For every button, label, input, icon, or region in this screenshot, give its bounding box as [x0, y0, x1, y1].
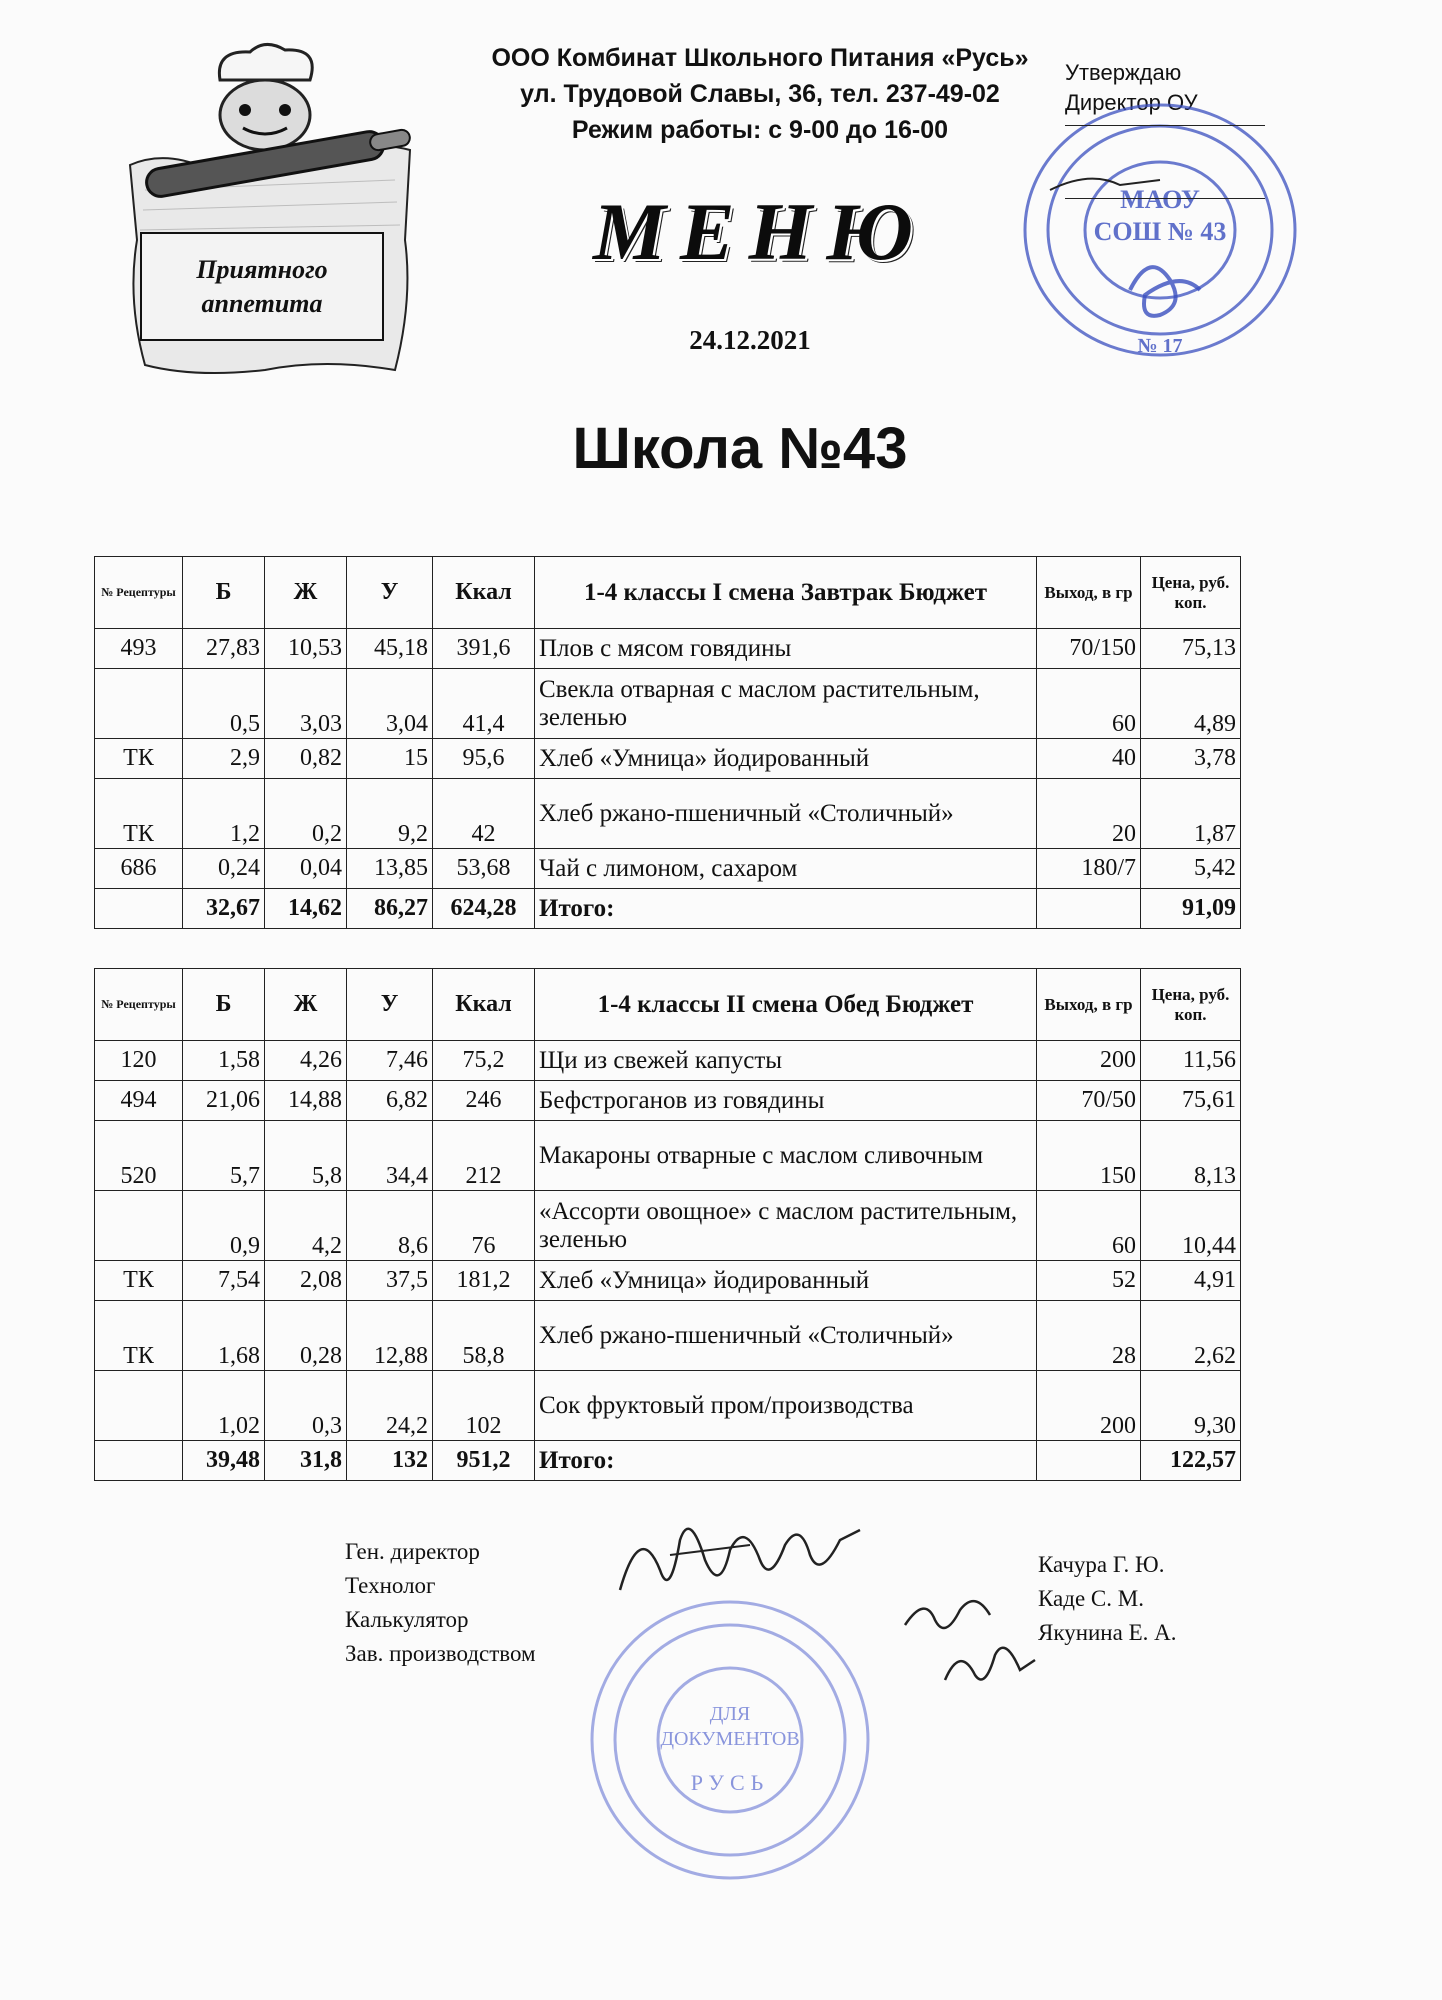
- fat-cell: 4,2: [265, 1191, 347, 1261]
- output-cell: 70/50: [1037, 1081, 1141, 1121]
- price-cell: 3,78: [1141, 739, 1241, 779]
- price-cell: 5,42: [1141, 849, 1241, 889]
- output-cell: 70/150: [1037, 629, 1141, 669]
- table-row: [95, 849, 1241, 889]
- kcal-cell: 53,68: [433, 849, 535, 889]
- price-cell: 11,56: [1141, 1041, 1241, 1081]
- total-output-cell: [1037, 889, 1141, 929]
- fat-cell: 0,2: [265, 779, 347, 849]
- lunch-table: [94, 968, 1241, 1481]
- recipe-cell: ТК: [95, 779, 183, 849]
- approve-date-line: [1065, 198, 1265, 199]
- total-fat-cell: 31,8: [265, 1441, 347, 1481]
- company-address: ул. Трудовой Славы, 36, тел. 237-49-02: [520, 80, 1000, 108]
- carbs-cell: 34,4: [347, 1121, 433, 1191]
- dish-name-cell: Чай с лимоном, сахаром: [535, 849, 1037, 889]
- breakfast-table: [94, 556, 1241, 929]
- name-kachura: Качура Г. Ю.: [1038, 1552, 1165, 1577]
- recipe-cell: 520: [95, 1121, 183, 1191]
- stamp-center-2: ДОКУМЕНТОВ: [660, 1728, 800, 1750]
- kcal-cell: 212: [433, 1121, 535, 1191]
- protein-cell: 1,2: [183, 779, 265, 849]
- col-recipe: № Рецептуры: [95, 557, 183, 629]
- fat-cell: 14,88: [265, 1081, 347, 1121]
- calculator-signature-scribble: [940, 1630, 1040, 1700]
- company-stamp: [580, 1590, 880, 1890]
- output-cell: 60: [1037, 1191, 1141, 1261]
- price-cell: 75,13: [1141, 629, 1241, 669]
- col-kcal: Ккал: [433, 557, 535, 629]
- recipe-cell: ТК: [95, 1261, 183, 1301]
- table-row: [95, 1041, 1241, 1081]
- fat-cell: 10,53: [265, 629, 347, 669]
- col-price: Цена, руб. коп.: [1141, 557, 1241, 629]
- school-stamp: [1010, 90, 1310, 370]
- total-label-cell: Итого:: [535, 1441, 1037, 1481]
- fat-cell: 0,82: [265, 739, 347, 779]
- recipe-cell: [95, 669, 183, 739]
- total-kcal-cell: 951,2: [433, 1441, 535, 1481]
- protein-cell: 21,06: [183, 1081, 265, 1121]
- logo-line-1: Приятного: [196, 254, 328, 284]
- role-production-head: Зав. производством: [345, 1641, 536, 1666]
- menu-title: МЕНЮ: [593, 186, 927, 277]
- protein-cell: 0,5: [183, 669, 265, 739]
- fat-cell: 2,08: [265, 1261, 347, 1301]
- output-cell: 200: [1037, 1371, 1141, 1441]
- table-row: [95, 1191, 1241, 1261]
- recipe-cell: 120: [95, 1041, 183, 1081]
- protein-cell: 5,7: [183, 1121, 265, 1191]
- total-kcal-cell: 624,28: [433, 889, 535, 929]
- output-cell: 40: [1037, 739, 1141, 779]
- school-name: Школа №43: [572, 416, 908, 481]
- output-cell: 20: [1037, 779, 1141, 849]
- stamp-center-2: СОШ № 43: [1093, 217, 1227, 246]
- kcal-cell: 391,6: [433, 629, 535, 669]
- recipe-cell: 494: [95, 1081, 183, 1121]
- company-name: ООО Комбинат Школьного Питания «Русь»: [491, 44, 1029, 72]
- carbs-cell: 12,88: [347, 1301, 433, 1371]
- fat-cell: 4,26: [265, 1041, 347, 1081]
- stamp-center-3: РУСЬ: [690, 1770, 770, 1795]
- carbs-cell: 13,85: [347, 849, 433, 889]
- col-b: Б: [183, 557, 265, 629]
- col-output: Выход, в гр: [1037, 557, 1141, 629]
- carbs-cell: 3,04: [347, 669, 433, 739]
- dish-name-cell: Хлеб ржано-пшеничный «Столичный»: [535, 1301, 1037, 1371]
- total-carbs-cell: 86,27: [347, 889, 433, 929]
- carbs-cell: 37,5: [347, 1261, 433, 1301]
- total-row: [95, 889, 1241, 929]
- total-row: [95, 1441, 1241, 1481]
- total-fat-cell: 14,62: [265, 889, 347, 929]
- role-technologist: Технолог: [345, 1573, 436, 1598]
- recipe-cell: [95, 1191, 183, 1261]
- recipe-cell: ТК: [95, 739, 183, 779]
- stamp-center-1: МАОУ: [1120, 185, 1200, 214]
- fat-cell: 5,8: [265, 1121, 347, 1191]
- kcal-cell: 58,8: [433, 1301, 535, 1371]
- name-yakunina: Якунина Е. А.: [1038, 1620, 1177, 1645]
- fat-cell: 0,04: [265, 849, 347, 889]
- kcal-cell: 181,2: [433, 1261, 535, 1301]
- dish-name-cell: Сок фруктовый пром/производства: [535, 1371, 1037, 1441]
- breakfast-header-row: [95, 557, 1241, 629]
- company-info: [440, 40, 1080, 148]
- role-calculator: Калькулятор: [345, 1607, 469, 1632]
- kcal-cell: 41,4: [433, 669, 535, 739]
- price-cell: 10,44: [1141, 1191, 1241, 1261]
- carbs-cell: 15: [347, 739, 433, 779]
- table-row: [95, 1371, 1241, 1441]
- table-row: [95, 1301, 1241, 1371]
- price-cell: 75,61: [1141, 1081, 1241, 1121]
- col-b: Б: [183, 969, 265, 1041]
- total-recipe-cell: [95, 889, 183, 929]
- protein-cell: 1,02: [183, 1371, 265, 1441]
- protein-cell: 1,58: [183, 1041, 265, 1081]
- price-cell: 4,89: [1141, 669, 1241, 739]
- carbs-cell: 6,82: [347, 1081, 433, 1121]
- company-hours: Режим работы: с 9-00 до 16-00: [571, 116, 949, 144]
- kcal-cell: 75,2: [433, 1041, 535, 1081]
- carbs-cell: 24,2: [347, 1371, 433, 1441]
- total-output-cell: [1037, 1441, 1141, 1481]
- price-cell: 8,13: [1141, 1121, 1241, 1191]
- breakfast-title: 1-4 классы I смена Завтрак Бюджет: [535, 557, 1037, 629]
- total-price-cell: 91,09: [1141, 889, 1241, 929]
- dish-name-cell: Свекла отварная с маслом растительным, зеленью: [535, 669, 1037, 739]
- logo-line-2: аппетита: [201, 288, 323, 318]
- carbs-cell: 45,18: [347, 629, 433, 669]
- table-row: [95, 1121, 1241, 1191]
- protein-cell: 7,54: [183, 1261, 265, 1301]
- signature-roles: [345, 1535, 536, 1671]
- menu-date: 24.12.2021: [689, 325, 811, 355]
- protein-cell: 1,68: [183, 1301, 265, 1371]
- col-recipe: № Рецептуры: [95, 969, 183, 1041]
- protein-cell: 2,9: [183, 739, 265, 779]
- total-recipe-cell: [95, 1441, 183, 1481]
- approve-signature-line: [1065, 125, 1265, 126]
- total-protein-cell: 32,67: [183, 889, 265, 929]
- logo-caption: [140, 232, 384, 341]
- col-u: У: [347, 557, 433, 629]
- price-cell: 9,30: [1141, 1371, 1241, 1441]
- price-cell: 1,87: [1141, 779, 1241, 849]
- col-kcal: Ккал: [433, 969, 535, 1041]
- dish-name-cell: Хлеб «Умница» йодированный: [535, 739, 1037, 779]
- output-cell: 200: [1037, 1041, 1141, 1081]
- fat-cell: 0,28: [265, 1301, 347, 1371]
- kcal-cell: 76: [433, 1191, 535, 1261]
- total-price-cell: 122,57: [1141, 1441, 1241, 1481]
- carbs-cell: 9,2: [347, 779, 433, 849]
- recipe-cell: 493: [95, 629, 183, 669]
- protein-cell: 0,9: [183, 1191, 265, 1261]
- dish-name-cell: Бефстроганов из говядины: [535, 1081, 1037, 1121]
- dish-name-cell: Макароны отварные с маслом сливочным: [535, 1121, 1037, 1191]
- col-zh: Ж: [265, 557, 347, 629]
- total-label-cell: Итого:: [535, 889, 1037, 929]
- col-price: Цена, руб. коп.: [1141, 969, 1241, 1041]
- col-output: Выход, в гр: [1037, 969, 1141, 1041]
- output-cell: 150: [1037, 1121, 1141, 1191]
- approve-label: Утверждаю: [1065, 60, 1182, 85]
- table-row: [95, 629, 1241, 669]
- stamp-center-1: ДЛЯ: [709, 1703, 751, 1725]
- approve-director: Директор ОУ: [1065, 90, 1198, 115]
- kcal-cell: 102: [433, 1371, 535, 1441]
- recipe-cell: 686: [95, 849, 183, 889]
- table-row: [95, 739, 1241, 779]
- dish-name-cell: Щи из свежей капусты: [535, 1041, 1037, 1081]
- kcal-cell: 95,6: [433, 739, 535, 779]
- name-kade: Каде С. М.: [1038, 1586, 1144, 1611]
- price-cell: 4,91: [1141, 1261, 1241, 1301]
- table-row: [95, 779, 1241, 849]
- dish-name-cell: Плов с мясом говядины: [535, 629, 1037, 669]
- table-row: [95, 1081, 1241, 1121]
- price-cell: 2,62: [1141, 1301, 1241, 1371]
- col-u: У: [347, 969, 433, 1041]
- table-row: [95, 669, 1241, 739]
- lunch-title: 1-4 классы II смена Обед Бюджет: [535, 969, 1037, 1041]
- kcal-cell: 246: [433, 1081, 535, 1121]
- col-zh: Ж: [265, 969, 347, 1041]
- lunch-header-row: [95, 969, 1241, 1041]
- output-cell: 52: [1037, 1261, 1141, 1301]
- dish-name-cell: Хлеб ржано-пшеничный «Столичный»: [535, 779, 1037, 849]
- output-cell: 180/7: [1037, 849, 1141, 889]
- table-row: [95, 1261, 1241, 1301]
- protein-cell: 0,24: [183, 849, 265, 889]
- fat-cell: 0,3: [265, 1371, 347, 1441]
- kcal-cell: 42: [433, 779, 535, 849]
- dish-name-cell: «Ассорти овощное» с маслом растительным, зеленью: [535, 1191, 1037, 1261]
- recipe-cell: [95, 1371, 183, 1441]
- role-gen-director: Ген. директор: [345, 1539, 480, 1564]
- output-cell: 28: [1037, 1301, 1141, 1371]
- total-protein-cell: 39,48: [183, 1441, 265, 1481]
- output-cell: 60: [1037, 669, 1141, 739]
- carbs-cell: 8,6: [347, 1191, 433, 1261]
- dish-name-cell: Хлеб «Умница» йодированный: [535, 1261, 1037, 1301]
- carbs-cell: 7,46: [347, 1041, 433, 1081]
- recipe-cell: ТК: [95, 1301, 183, 1371]
- fat-cell: 3,03: [265, 669, 347, 739]
- stamp-bottom: № 17: [1137, 335, 1183, 357]
- protein-cell: 27,83: [183, 629, 265, 669]
- total-carbs-cell: 132: [347, 1441, 433, 1481]
- signature-names: [1038, 1548, 1176, 1650]
